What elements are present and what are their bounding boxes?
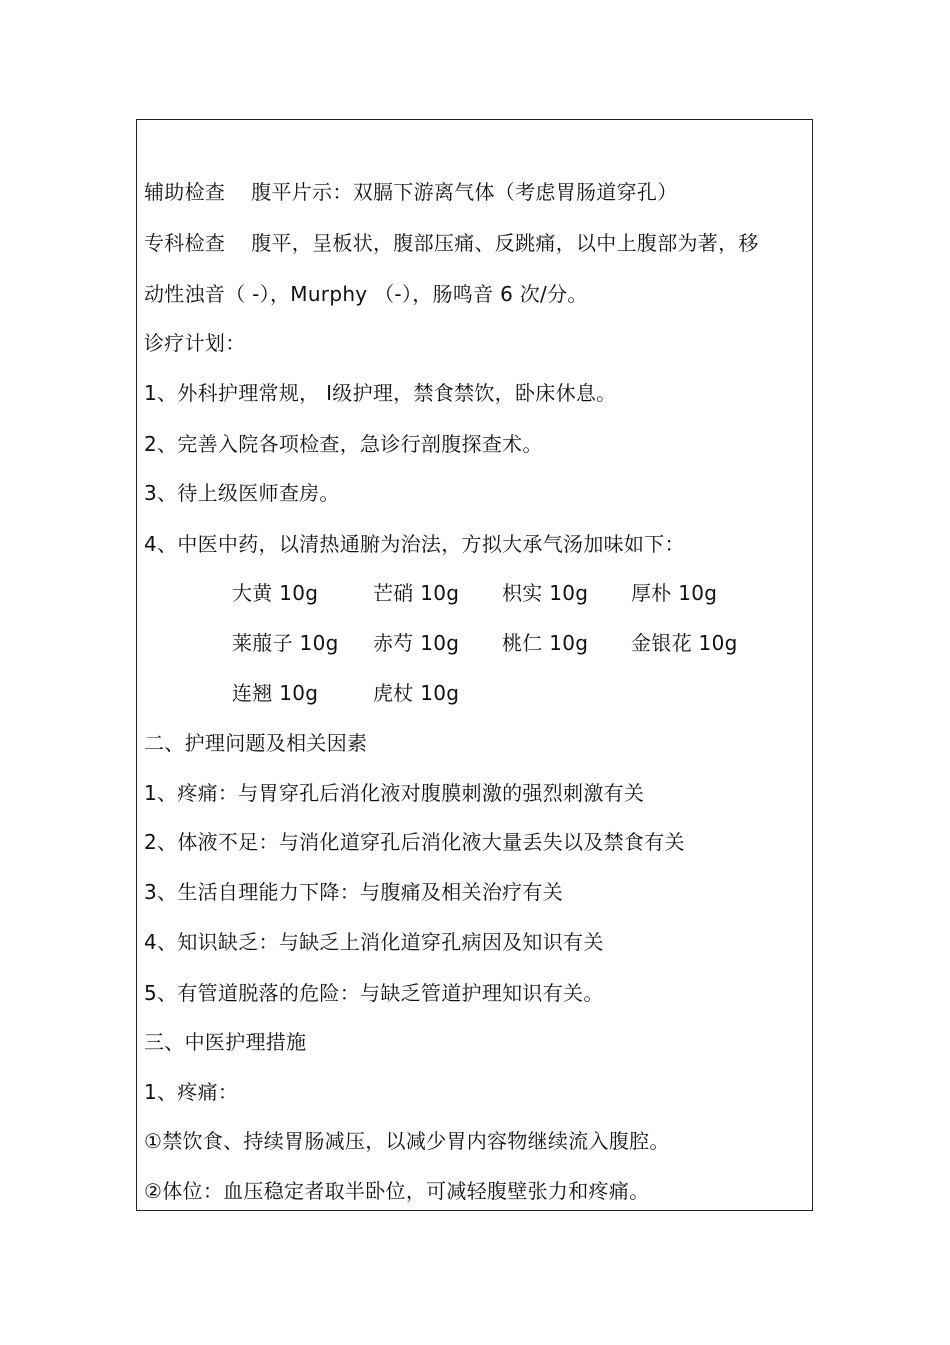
specialty-exam-label: 专科检查 xyxy=(144,231,226,255)
specialty-exam-continued: 动性浊音（ -），Murphy （-），肠鸣音 6 次/分。 xyxy=(144,282,588,306)
herb-item: 赤芍 10g xyxy=(373,631,460,655)
measure-item: ②体位：血压稳定者取半卧位，可减轻腹壁张力和疼痛。 xyxy=(144,1179,650,1203)
problem-item: 3、生活自理能力下降：与腹痛及相关治疗有关 xyxy=(144,880,564,904)
herb-item: 连翘 10g xyxy=(232,681,319,705)
plan-item: 4、中医中药，以清热通腑为治法，方拟大承气汤加味如下： xyxy=(144,532,685,556)
herb-item: 芒硝 10g xyxy=(373,581,460,605)
auxiliary-exam-row xyxy=(144,180,678,204)
problem-item: 2、体液不足：与消化道穿孔后消化液大量丢失以及禁食有关 xyxy=(144,830,685,854)
specialty-exam-text: 腹平，呈板状，腹部压痛、反跳痛，以中上腹部为著，移 xyxy=(251,231,759,255)
problems-heading: 二、护理问题及相关因素 xyxy=(144,731,368,755)
plan-item: 2、完善入院各项检查，急诊行剖腹探查术。 xyxy=(144,432,543,456)
problem-item: 1、疼痛：与胃穿孔后消化液对腹膜刺激的强烈刺激有关 xyxy=(144,781,645,805)
herb-item: 枳实 10g xyxy=(502,581,589,605)
herb-item: 金银花 10g xyxy=(631,631,738,655)
auxiliary-exam-label: 辅助检查 xyxy=(144,180,226,204)
herb-item: 虎杖 10g xyxy=(373,681,460,705)
herb-item: 厚朴 10g xyxy=(631,581,718,605)
plan-item: 1、外科护理常规， Ⅰ级护理，禁食禁饮，卧床休息。 xyxy=(144,381,617,405)
problem-item: 5、有管道脱落的危险：与缺乏管道护理知识有关。 xyxy=(144,981,604,1005)
measures-subheading: 1、疼痛： xyxy=(144,1080,239,1104)
plan-heading: 诊疗计划： xyxy=(144,331,246,355)
measure-item: ①禁饮食、持续胃肠减压，以减少胃内容物继续流入腹腔。 xyxy=(144,1129,670,1153)
herb-item: 桃仁 10g xyxy=(502,631,589,655)
herb-item: 莱菔子 10g xyxy=(232,631,339,655)
plan-item: 3、待上级医师查房。 xyxy=(144,481,340,505)
auxiliary-exam-text: 腹平片示：双膈下游离气体（考虑胃肠道穿孔） xyxy=(251,180,678,204)
herb-item: 大黄 10g xyxy=(232,581,319,605)
problem-item: 4、知识缺乏：与缺乏上消化道穿孔病因及知识有关 xyxy=(144,930,604,954)
specialty-exam-row xyxy=(144,231,759,255)
measures-heading: 三、中医护理措施 xyxy=(144,1030,307,1054)
